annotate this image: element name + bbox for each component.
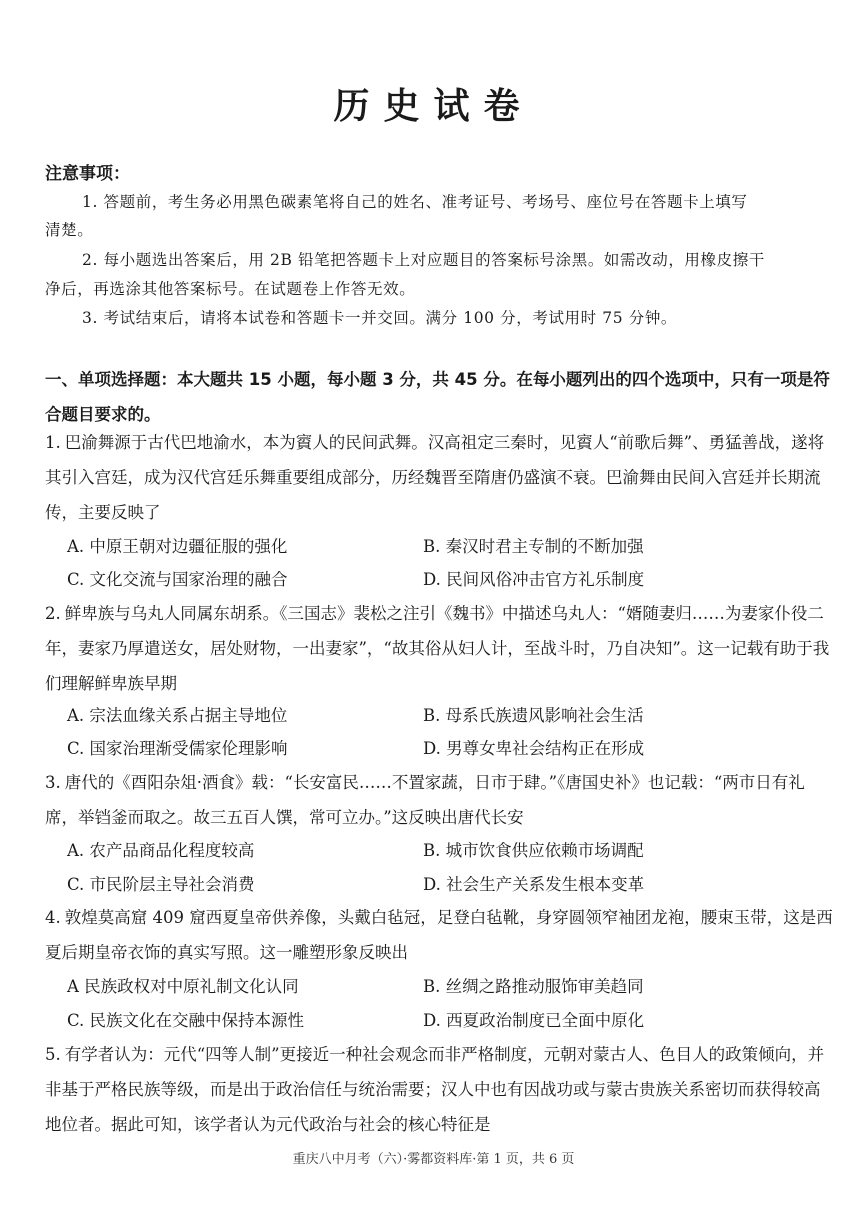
notice-item-2-line-2: 净后，再选涂其他答案标号。在试题卷上作答无效。 <box>45 280 416 298</box>
notice-heading: 注意事项： <box>45 164 130 184</box>
question-text: 敦煌莫高窟 409 窟西夏皇帝供养像，头戴白毡冠，足登白毡靴，身穿圆领窄袖团龙袍，腰束玉带，这是西夏后期皇帝衣饰的真实写照。这一雕塑形象反映出 <box>45 908 833 962</box>
question-4-option-d[interactable]: D. 西夏政治制度已全面中原化 <box>423 1011 645 1030</box>
section-heading: 一、单项选择题：本大题共 15 小题，每小题 3 分，共 45 分。在每小题列出的四个选项中，只有一项是符合题目要求的。 <box>45 370 830 424</box>
question-1-stem <box>45 425 835 530</box>
question-number: 4. <box>45 908 61 927</box>
notice-item-1-line-1: 1. 答题前，考生务必用黑色碳素笔将自己的姓名、准考证号、考场号、座位号在答题卡上填写 <box>82 193 748 211</box>
question-4-stem <box>45 900 835 970</box>
question-1-option-a[interactable]: A. 中原王朝对边疆征服的强化 <box>67 537 288 556</box>
question-4-option-b[interactable]: B. 丝绸之路推动服饰审美趋同 <box>423 977 644 996</box>
question-2-option-a[interactable]: A. 宗法血缘关系占据主导地位 <box>67 706 288 725</box>
question-text: 巴渝舞源于古代巴地渝水，本为賨人的民间武舞。汉高祖定三秦时，见賨人“前歌后舞”、勇猛善战，遂将其引入宫廷，成为汉代宫廷乐舞重要组成部分，历经魏晋至隋唐仍盛演不衰。巴渝舞由民间入宫廷并长期流传，主要反映了 <box>45 433 825 522</box>
page-title: 历史试卷 <box>333 86 534 127</box>
notice-item-3-line-1: 3. 考试结束后，请将本试卷和答题卡一并交回。满分 100 分，考试用时 75 分钟。 <box>82 309 678 327</box>
question-number: 5. <box>45 1045 61 1064</box>
question-2-option-c[interactable]: C. 国家治理渐受儒家伦理影响 <box>67 739 288 758</box>
notice-item-1-line-2: 清楚。 <box>45 221 94 239</box>
question-4-option-c[interactable]: C. 民族文化在交融中保持本源性 <box>67 1011 305 1030</box>
question-text: 唐代的《酉阳杂俎·酒食》载：“长安富民……不置家蔬，日市于肆。”《唐国史补》也记载：“两市日有礼席，举铛釜而取之。故三五百人馔，常可立办。”这反映出唐代长安 <box>45 773 805 827</box>
notice-item-2-line-1: 2. 每小题选出答案后，用 2B 铅笔把答题卡上对应题目的答案标号涂黑。如需改动，用橡皮擦干 <box>82 251 765 269</box>
question-text: 鲜卑族与乌丸人同属东胡系。《三国志》裴松之注引《魏书》中描述乌丸人：“婿随妻归……为妻家仆役二年，妻家乃厚遣送女，居处财物，一出妻家”，“故其俗从妇人计，至战斗时，乃自决知”。这一记载有助于我们理解鲜卑族早期 <box>45 604 830 693</box>
question-3-option-c[interactable]: C. 市民阶层主导社会消费 <box>67 875 255 894</box>
question-3-stem <box>45 765 835 835</box>
question-5-stem <box>45 1037 835 1142</box>
question-1-option-d[interactable]: D. 民间风俗冲击官方礼乐制度 <box>423 570 645 589</box>
question-1-option-b[interactable]: B. 秦汉时君主专制的不断加强 <box>423 537 644 556</box>
question-2-stem <box>45 596 835 701</box>
question-2-option-d[interactable]: D. 男尊女卑社会结构正在形成 <box>423 739 645 758</box>
question-4-option-a[interactable]: A 民族政权对中原礼制文化认同 <box>67 977 299 996</box>
question-number: 3. <box>45 773 61 792</box>
question-2-option-b[interactable]: B. 母系氏族遗风影响社会生活 <box>423 706 644 725</box>
question-3-option-a[interactable]: A. 农产品商品化程度较高 <box>67 841 255 860</box>
question-3-option-d[interactable]: D. 社会生产关系发生根本变革 <box>423 875 645 894</box>
question-text: 有学者认为：元代“四等人制”更接近一种社会观念而非严格制度，元朝对蒙古人、色目人的政策倾向，并非基于严格民族等级，而是出于政治信任与统治需要；汉人中也有因战功或与蒙古贵族关系密切而获得较高地位者。据此可知，该学者认为元代政治与社会的核心特征是 <box>45 1045 825 1134</box>
question-number: 2. <box>45 604 61 623</box>
question-3-option-b[interactable]: B. 城市饮食供应依赖市场调配 <box>423 841 644 860</box>
page-footer: 重庆八中月考（六）·雾都资料库·第 1 页，共 6 页 <box>292 1152 575 1167</box>
question-1-option-c[interactable]: C. 文化交流与国家治理的融合 <box>67 570 288 589</box>
question-number: 1. <box>45 433 61 452</box>
